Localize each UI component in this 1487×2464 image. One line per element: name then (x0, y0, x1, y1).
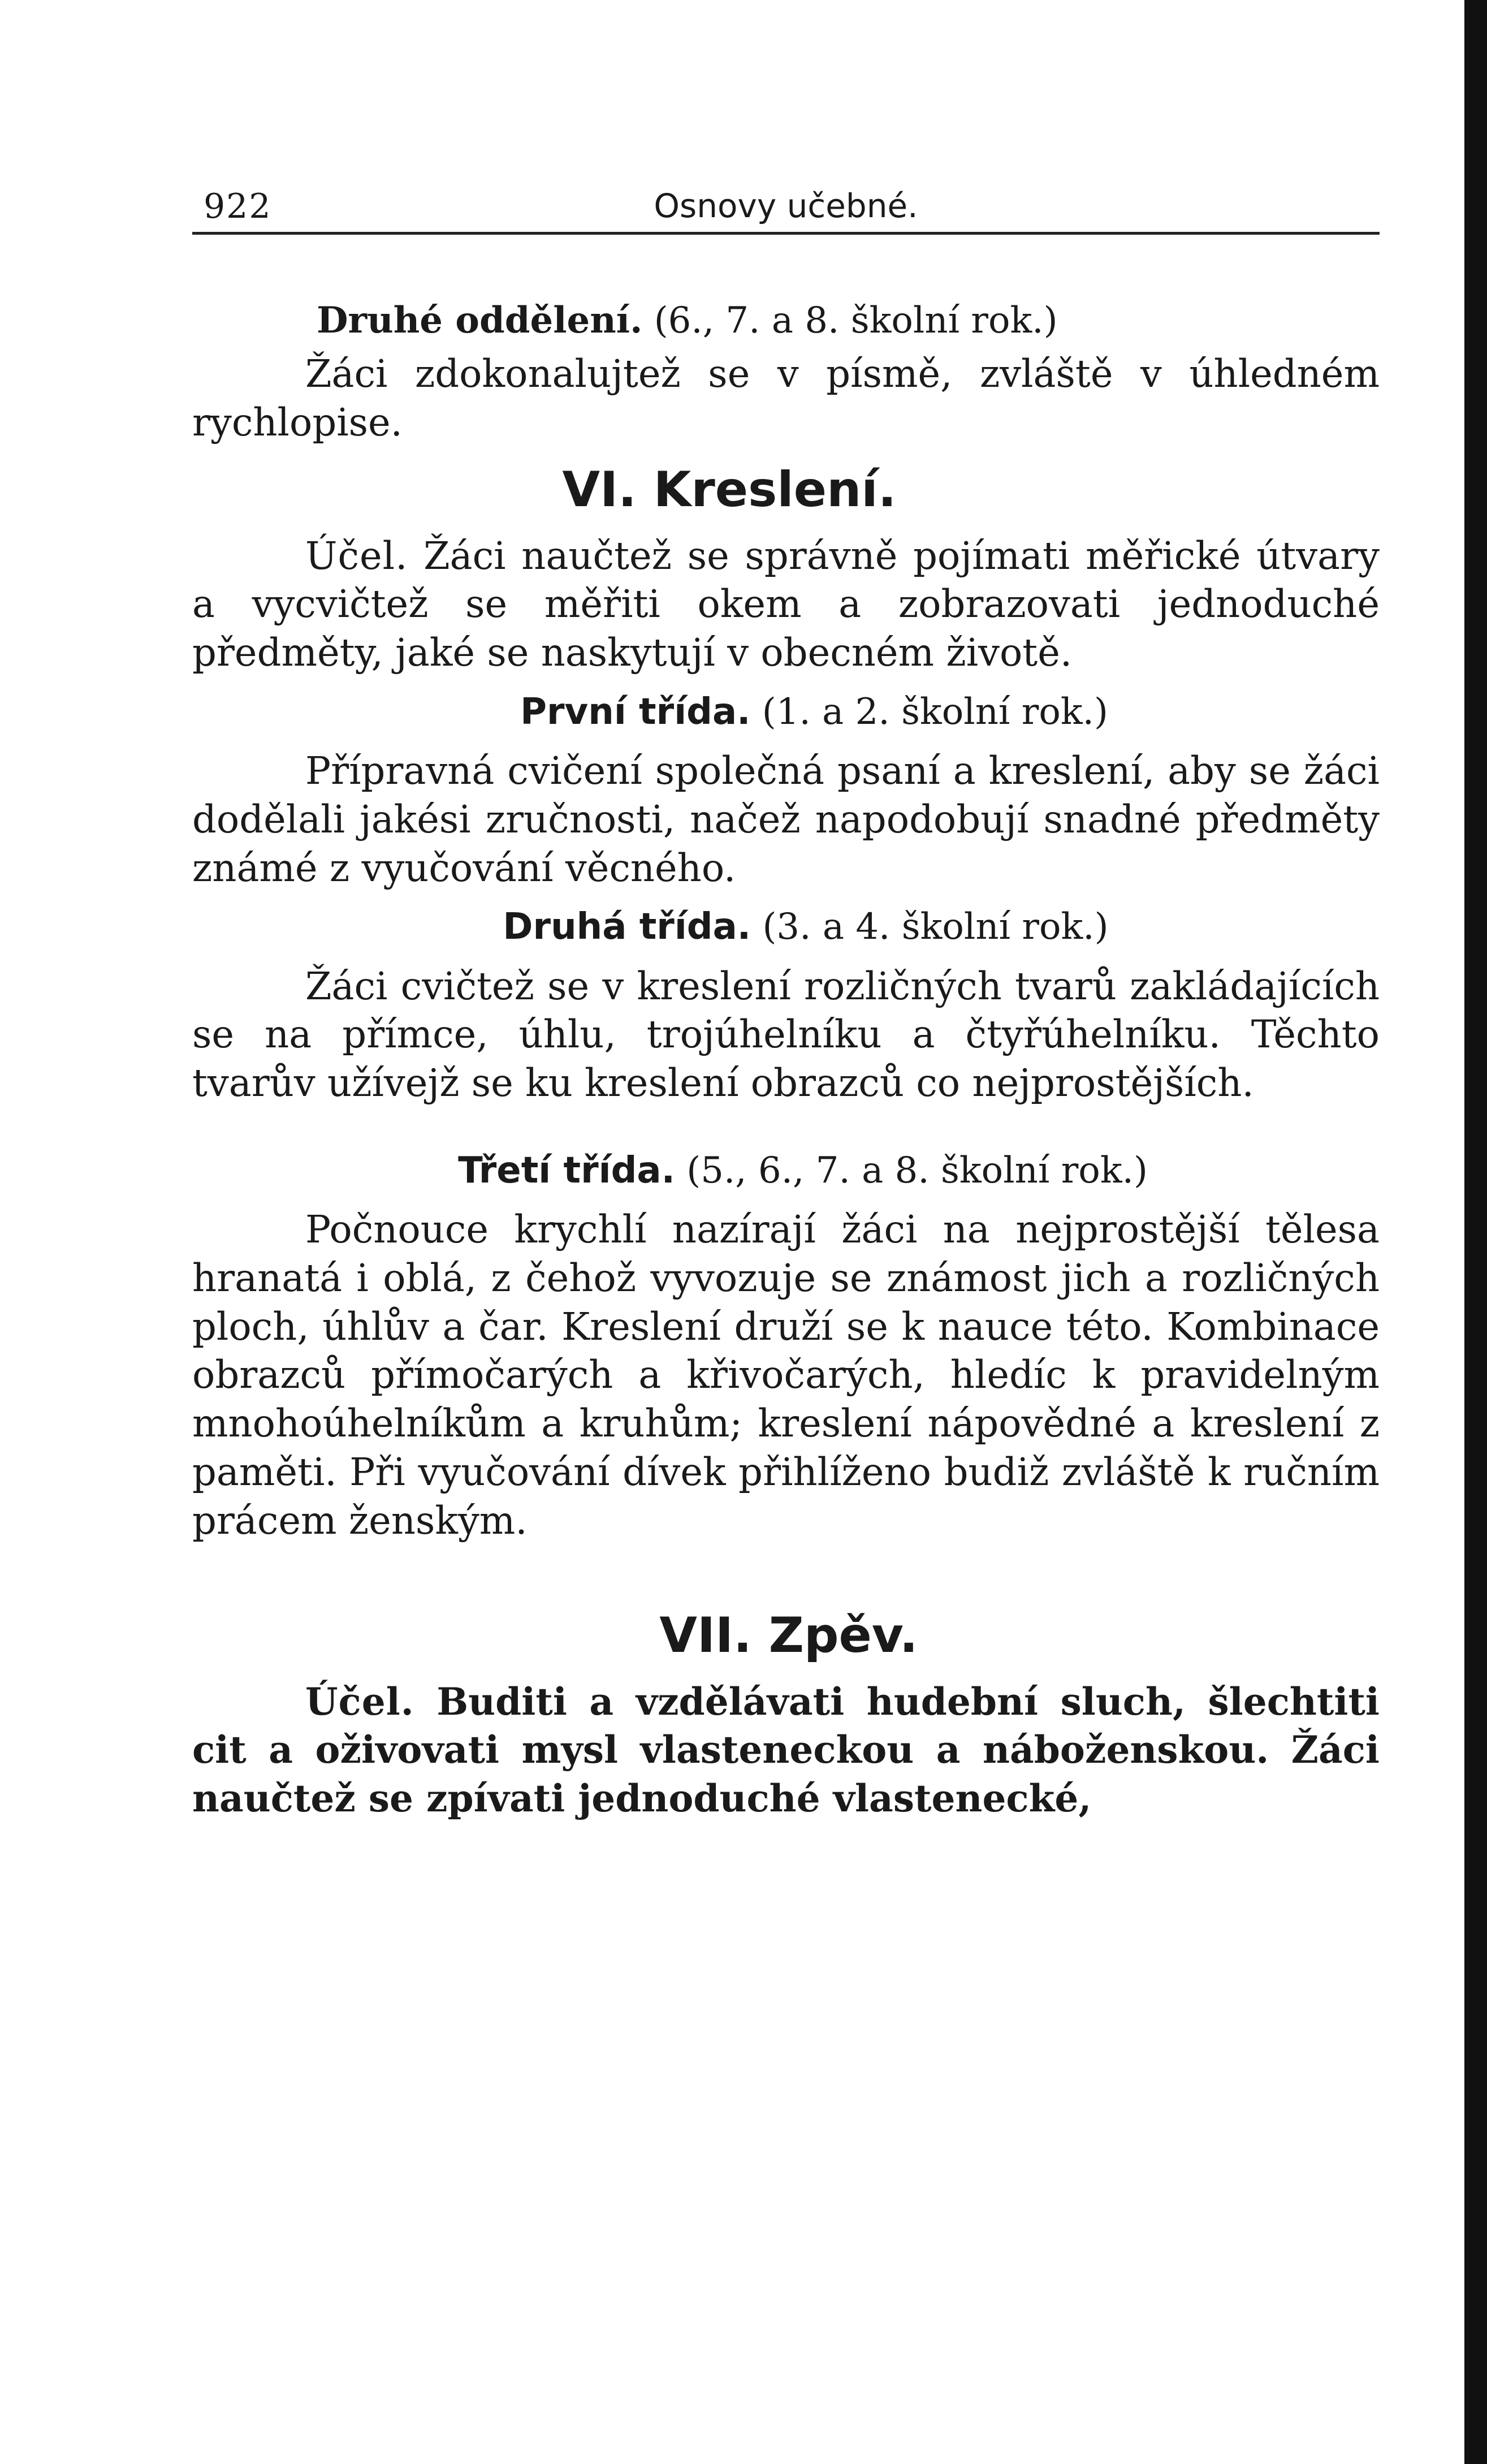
subsection-label: Druhá třída. (503, 906, 751, 948)
paragraph-first-class: Přípravná cvičení společná psaní a kreslení, aby se žáci dodělali jakési zručnosti, načež napodobují snadné předměty známé z vyučování věcného. (192, 749, 1380, 890)
subsection-heading-prvni-trida (249, 689, 1380, 736)
running-title: Osnovy učebné. (654, 187, 918, 225)
subsection-years: (5., 6., 7. a 8. školní rok.) (686, 1149, 1148, 1192)
section-heading-kresleni: VI. Kreslení. (562, 461, 897, 518)
page-number: 922 (204, 187, 272, 226)
page-content (192, 297, 1380, 1823)
subsection-years: (3. a 4. školní rok.) (762, 906, 1109, 948)
subsection-label: První třída. (520, 691, 751, 733)
subsection-years: (6., 7. a 8. školní rok.) (654, 300, 1058, 342)
aim-text: Buditi a vzdělávati hudební sluch, šlechtiti cit a oživovati mysl vlasteneckou a náboženskou. Žáci naučtež se zpívati jednoduché vlastenecké, (192, 1680, 1380, 1820)
paragraph-third-class: Počnouce krychlí nazírají žáci na nejprostější tělesa hranatá i oblá, z čehož vyvozuje se známost jich a rozličných ploch, úhlův a čar. Kreslení druží se k nauce této. Kombinace obrazců přímočarých a křivočarých, hledíc k pravidelným mnohoúhelníkům a kruhům; kreslení nápovědné a kreslení z paměti. Při vyučování dívek přihlíženo budiž zvláště k ručním prácem ženským. (192, 1207, 1380, 1543)
paragraph-second-class: Žáci cvičtež se v kreslení rozličných tvarů zakládajících se na přímce, úhlu, trojúhelníku a čtyřúhelníku. Těchto tvarův užívejž se ku kreslení obrazců co nejprostějších. (192, 964, 1380, 1106)
aim-label: Účel. (305, 533, 408, 578)
book-page (192, 170, 1380, 1823)
singing-aim-block (192, 1678, 1380, 1822)
paragraph-aim-drawing (192, 532, 1380, 678)
scan-edge (1464, 0, 1487, 2464)
subsection-heading-druhe-oddeleni (317, 297, 1380, 344)
subsection-label: Druhé oddělení. (317, 299, 643, 342)
running-header (192, 170, 1380, 235)
section-heading-zpev: VII. Zpěv. (659, 1607, 918, 1664)
subsection-heading-druha-trida (232, 904, 1380, 951)
subsection-years: (1. a 2. školní rok.) (762, 691, 1108, 733)
aim-label: Účel. (305, 1680, 414, 1724)
subsection-heading-treti-trida (226, 1147, 1380, 1194)
paragraph-handwriting: Žáci zdokonalujtež se v písmě, zvláště v úhledném rychlopise. (192, 352, 1380, 445)
paragraph-aim-singing (192, 1678, 1380, 1822)
subsection-label: Třetí třída. (458, 1149, 675, 1192)
aim-text: Žáci naučtež se správně pojímati měřické útvary a vycvičtež se měřiti okem a zobrazovati jednoduché předměty, jaké se naskytují v obecném životě. (192, 533, 1380, 675)
